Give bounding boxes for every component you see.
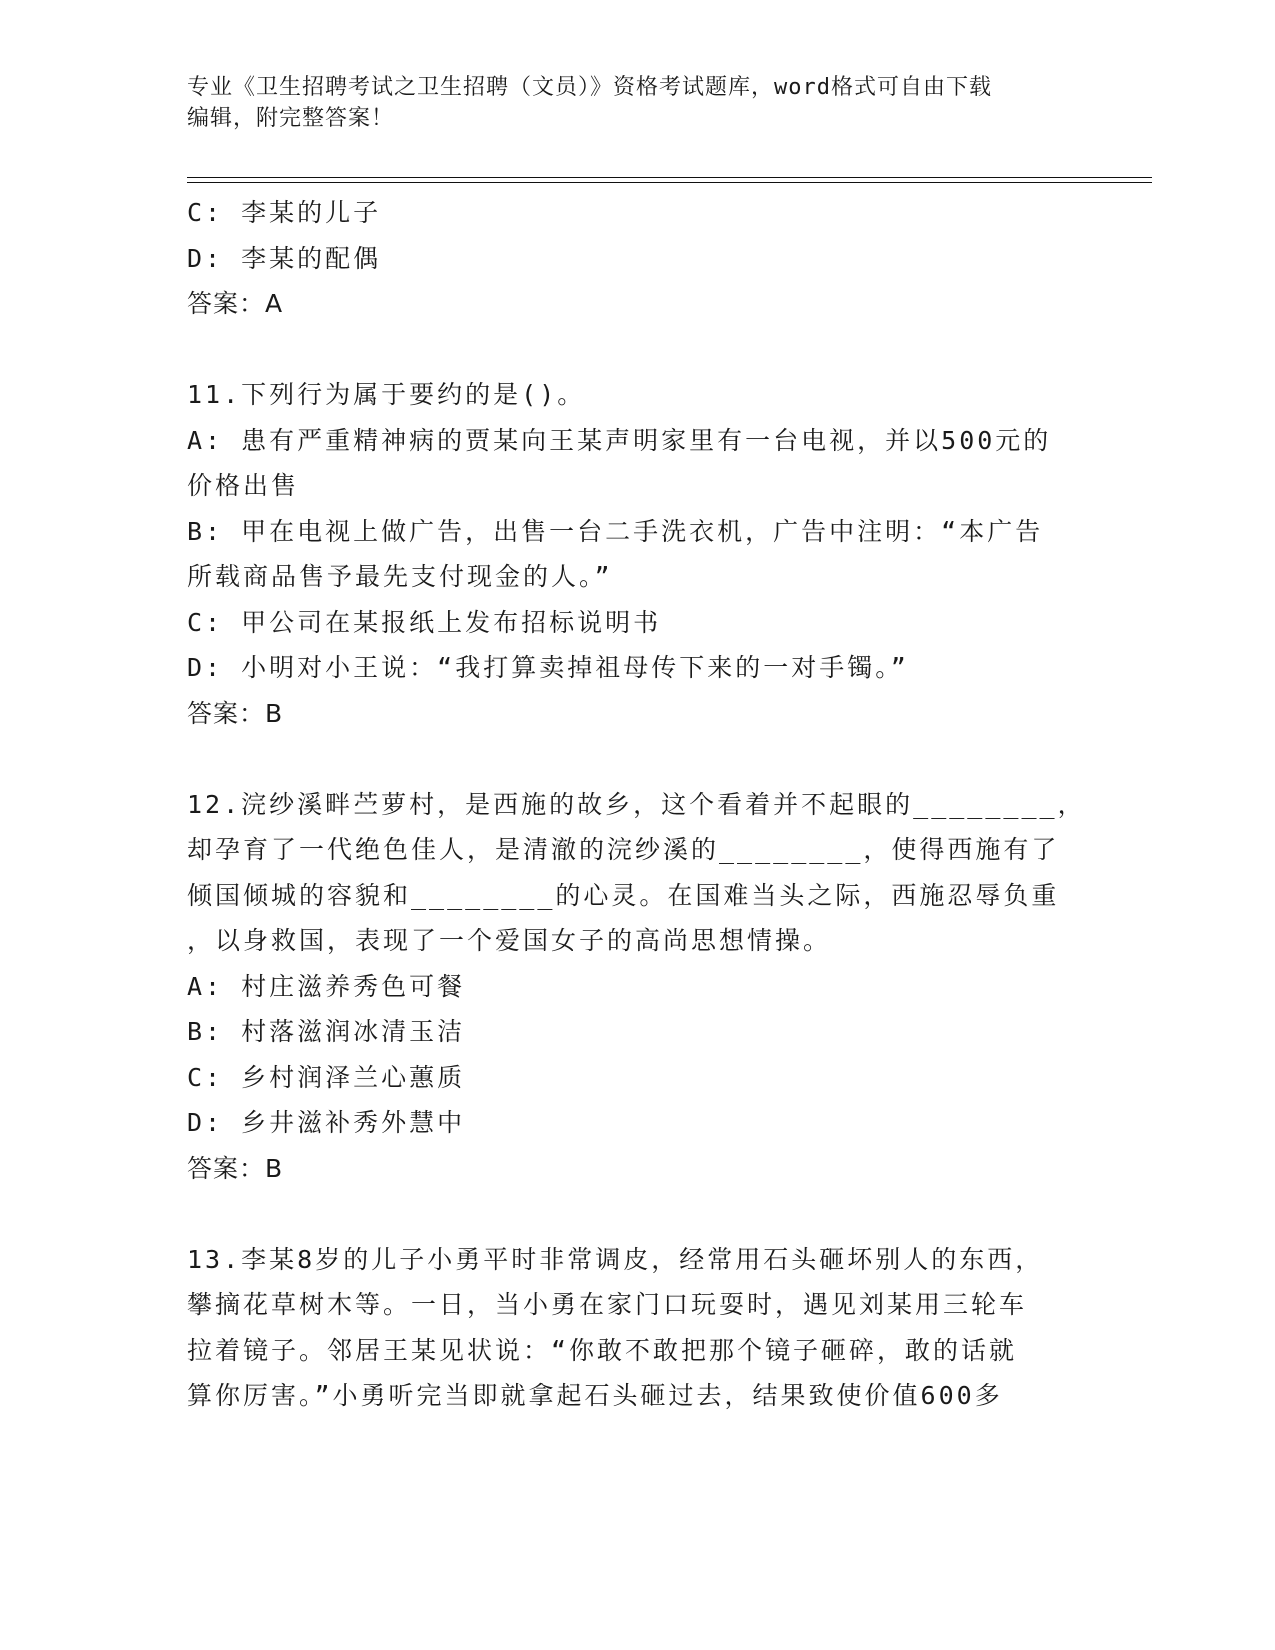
question-12-line-3: 倾国倾城的容貌和________的心灵。在国难当头之际，西施忍辱负重 (187, 880, 1060, 910)
header-line-1: 专业《卫生招聘考试之卫生招聘（文员）》资格考试题库，word格式可自由下载 (187, 75, 992, 100)
spacer (187, 1191, 1087, 1237)
question-13-line-3: 拉着镜子。邻居王某见状说：“你敢不敢把那个镜子砸碎，敢的话就 (187, 1335, 1018, 1365)
question-content (187, 190, 1087, 1419)
question-12-line-1: 12.浣纱溪畔苎萝村，是西施的故乡，这个看着并不起眼的________， (187, 789, 1086, 819)
question-13-line-1: 13.李某8岁的儿子小勇平时非常调皮，经常用石头砸坏别人的东西， (187, 1244, 1044, 1274)
header-rule-bottom (187, 182, 1152, 183)
answer-label: 答案：B (187, 1153, 284, 1183)
answer-label: 答案：B (187, 698, 284, 728)
question-12-line-4: ，以身救国，表现了一个爱国女子的高尚思想情操。 (187, 926, 832, 955)
question-13-line-4: 算你厉害。”小勇听完当即就拿起石头砸过去，结果致使价值600多 (187, 1381, 1003, 1410)
document-header (187, 72, 1067, 134)
question-12-line-2: 却孕育了一代绝色佳人，是清澈的浣纱溪的________，使得西施有了 (187, 835, 1060, 864)
option-d: D: 乡井滋补秀外慧中 (187, 1108, 466, 1137)
option-c: C: 甲公司在某报纸上发布招标说明书 (187, 607, 662, 637)
option-b: B: 村落滋润冰清玉洁 (187, 1017, 466, 1046)
spacer (187, 327, 1087, 373)
spacer (187, 736, 1087, 782)
option-b-line-2: 所载商品售予最先支付现金的人。” (187, 562, 613, 591)
option-c: C: 乡村润泽兰心蕙质 (187, 1062, 466, 1092)
header-line-2: 编辑，附完整答案！ (187, 106, 395, 131)
header-rule-top (187, 177, 1152, 178)
question-11-text: 11.下列行为属于要约的是()。 (187, 380, 586, 409)
question-13-line-2: 攀摘花草树木等。一日，当小勇在家门口玩耍时，遇见刘某用三轮车 (187, 1290, 1028, 1319)
answer-label: 答案：A (187, 289, 284, 318)
option-b-line-1: B: 甲在电视上做广告，出售一台二手洗衣机，广告中注明：“本广告 (187, 516, 1044, 546)
option-d: D: 李某的配偶 (187, 243, 382, 273)
option-c: C: 李某的儿子 (187, 198, 382, 227)
option-a: A: 村庄滋养秀色可餐 (187, 971, 466, 1001)
option-a-line-2: 价格出售 (187, 471, 300, 500)
option-d: D: 小明对小王说：“我打算卖掉祖母传下来的一对手镯。” (187, 653, 909, 682)
option-a-line-1: A: 患有严重精神病的贾某向王某声明家里有一台电视，并以500元的 (187, 425, 1052, 455)
